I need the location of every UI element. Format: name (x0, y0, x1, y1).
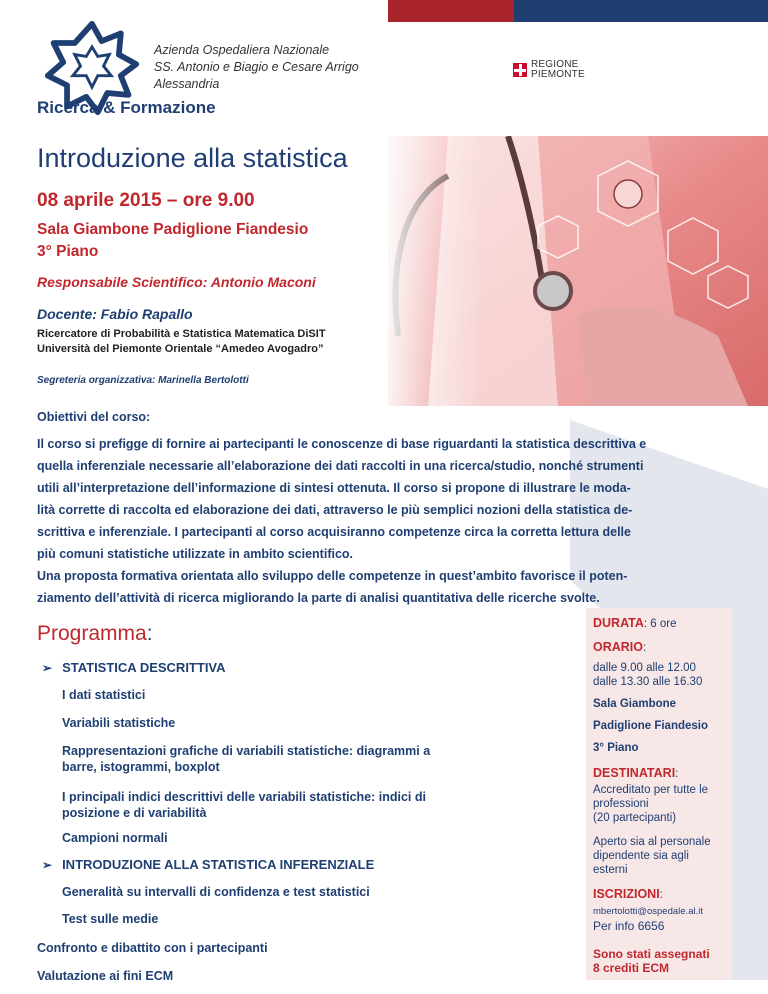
region-flag-icon (513, 63, 527, 77)
program-item: Rappresentazioni grafiche di variabili statistiche: diagrammi a barre, istogrammi, boxplot (62, 744, 431, 774)
audience-heading (593, 766, 729, 781)
open-to-line-2: dipendente sia agli (593, 850, 689, 862)
affiliation-line-1: Ricercatore di Probabilità e Statistica Matematica DiSIT (37, 328, 326, 340)
program-heading-colon: : (146, 622, 153, 645)
objectives-line: più comuni statistiche utilizzate in ambito scientifico. (37, 547, 354, 561)
open-to-text (593, 835, 729, 877)
program-item: I principali indici descrittivi delle variabili statistiche: indici di posizione e di variabilità (62, 790, 426, 820)
registration-email[interactable]: mbertolotti@ospedale.al.it (593, 906, 703, 917)
objectives-line: scrittiva e inferenziale. I partecipanti al corso acquisiranno competenze circa la corretta lettura delle (37, 525, 631, 539)
info-phone: Per info 6656 (593, 919, 665, 933)
audience-line-3: (20 partecipanti) (593, 812, 677, 824)
audience-label: DESTINATARI (593, 766, 676, 780)
secretariat: Segreteria organizzativa: Marinella Bertolotti (37, 375, 249, 386)
region-text (531, 60, 585, 80)
event-date: 08 aprile 2015 – ore 9.00 (37, 190, 255, 211)
instructor: Docente: Fabio Rapallo (37, 306, 193, 322)
duration-value: : 6 ore (643, 618, 677, 630)
location-line-1: Sala Giambone Padiglione Fiandesio (37, 221, 309, 238)
audience-colon: : (675, 768, 679, 780)
program-final-item: Valutazione ai fini ECM (37, 969, 174, 983)
region-logo (513, 60, 585, 80)
schedule-label: ORARIO (593, 640, 643, 654)
schedule-afternoon: dalle 13.30 alle 16.30 (593, 676, 703, 688)
org-line-1: Azienda Ospedaliera Nazionale (154, 43, 330, 57)
org-line-3: Alessandria (154, 77, 220, 91)
objectives-heading: Obiettivi del corso: (37, 410, 151, 424)
duration (593, 616, 729, 631)
region-line-1: REGIONE (531, 59, 579, 70)
program-heading-text: Programma (37, 622, 147, 645)
header-red-bar (388, 0, 514, 22)
arrow-bullet-icon: ➢ (42, 857, 53, 872)
objectives-line: Il corso si prefigge di fornire ai partecipanti le conoscenze di base riguardanti la statistica descrittiva e (37, 437, 647, 451)
program-final-item: Confronto e dibattito con i partecipanti (37, 941, 268, 955)
audience-line-2: professioni (593, 798, 649, 810)
duration-label: DURATA (593, 616, 644, 630)
event-location (37, 219, 308, 263)
ecm-credits (593, 947, 729, 975)
instructor-affiliation (37, 327, 326, 357)
organization-name (154, 42, 359, 93)
objectives-line: Una proposta formativa orientata allo sviluppo delle competenze in quest’ambito favorisce il poten- (37, 569, 628, 583)
program-item: Variabili statistiche (62, 716, 176, 730)
sidebar-location-line-1: Sala Giambone (593, 698, 677, 710)
sidebar-location-line-3: 3° Piano (593, 742, 639, 754)
registration-colon: : (659, 889, 663, 901)
sidebar-location (593, 693, 729, 759)
affiliation-line-2: Università del Piemonte Orientale “Amedeo Avogadro” (37, 343, 324, 355)
department-name: Ricerca & Formazione (37, 98, 216, 117)
schedule-morning: dalle 9.00 alle 12.00 (593, 662, 696, 674)
open-to-line-1: Aperto sia al personale (593, 836, 711, 848)
objectives-line: ziamento dell’attività di ricerca migliorando la parte di analisi quantitativa delle ricerche svolte. (37, 591, 600, 605)
header-blue-bar (514, 0, 768, 22)
doctor-stethoscope-image (388, 136, 768, 406)
objectives-text (37, 433, 729, 609)
location-line-2: 3° Piano (37, 243, 99, 260)
schedule-colon: : (643, 642, 647, 654)
section-title: INTRODUZIONE ALLA STATISTICA INFERENZIALE (62, 857, 375, 872)
org-line-2: SS. Antonio e Biagio e Cesare Arrigo (154, 60, 359, 74)
objectives-line: utili all’interpretazione dell’informazione di sintesi ottenuta. Il corso si propone di illustrare le moda- (37, 481, 631, 495)
section-descriptive (42, 660, 226, 675)
program-item: Generalità su intervalli di confidenza e test statistici (62, 885, 370, 899)
event-title: Introduzione alla statistica (37, 143, 348, 173)
objectives-line: lità corrette di raccolta ed elaborazione dei dati, attraverso le più semplici nozioni della statistica de- (37, 503, 633, 517)
ecm-credits-line-2: 8 crediti ECM (593, 961, 670, 975)
region-line-2: PIEMONTE (531, 69, 585, 80)
program-item: Campioni normali (62, 831, 168, 845)
section-inferential (42, 857, 374, 872)
schedule-heading (593, 640, 729, 655)
sidebar-location-line-2: Padiglione Fiandesio (593, 720, 709, 732)
registration-heading (593, 887, 729, 902)
open-to-line-3: esterni (593, 864, 628, 876)
ecm-credits-line-1: Sono stati assegnati (593, 947, 710, 961)
program-heading (37, 622, 153, 646)
arrow-bullet-icon: ➢ (42, 660, 53, 675)
objectives-line: quella inferenziale necessarie all’elaborazione dei dati raccolti in una ricerca/studio, nonché strumenti (37, 459, 644, 473)
audience-line-1: Accreditato per tutte le (593, 784, 709, 796)
audience-text (593, 783, 729, 825)
program-item: I dati statistici (62, 688, 146, 702)
program-item: Test sulle medie (62, 912, 159, 926)
section-title: STATISTICA DESCRITTIVA (62, 660, 226, 675)
scientific-lead: Responsabile Scientifico: Antonio Maconi (37, 274, 316, 290)
schedule-times (593, 661, 729, 689)
registration-label: ISCRIZIONI (593, 887, 660, 901)
